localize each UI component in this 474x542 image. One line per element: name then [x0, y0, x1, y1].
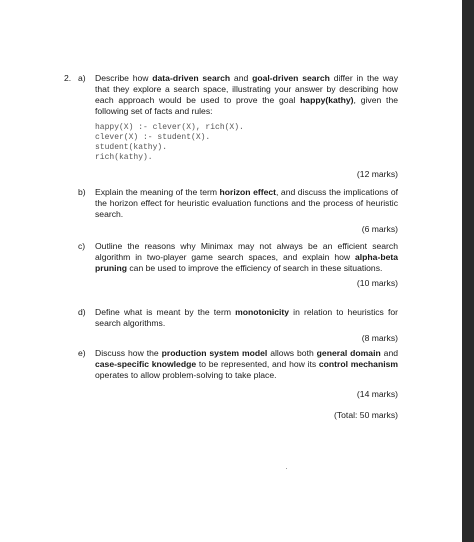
total-marks: (Total: 50 marks) — [334, 410, 398, 420]
prolog-code-block — [95, 123, 398, 163]
part-text: Discuss how the production system model allows both general domain and case-specific knowledge to be represented, and how its control mechanism operates to allow problem-solving to take place. — [95, 348, 399, 380]
part-text: Explain the meaning of the term horizon effect, and discuss the implications of the horizon effect for heuristic evaluation functions and the process of heuristic search. — [95, 187, 399, 219]
term-bold: case-specific knowledge — [95, 359, 197, 369]
question-part-b — [78, 187, 398, 235]
question-part-d — [78, 307, 398, 344]
question-part-e — [78, 348, 398, 400]
term-bold: monotonicity — [235, 307, 290, 317]
term-bold: horizon effect — [219, 187, 277, 197]
term-bold: data-driven search — [152, 73, 231, 83]
term-bold: goal-driven search — [252, 73, 330, 83]
part-text: Outline the reasons why Minimax may not always be an efficient search algorithm in two-player game search spaces, and explain how alpha-beta pruning can be used to improve the efficiency of search in these situations. — [95, 241, 398, 273]
part-text: Define what is meant by the term monotonicity in relation to heuristics for search algorithms. — [95, 307, 399, 328]
code-line: student(kathy). — [95, 143, 168, 152]
part-letter: e) — [78, 348, 86, 358]
code-line: happy(X) :- clever(X), rich(X). — [95, 123, 244, 132]
term-bold: general domain — [316, 348, 381, 358]
part-letter: a) — [78, 73, 86, 83]
term-bold: alpha-beta pruning — [95, 252, 398, 273]
term-bold: happy(kathy) — [300, 95, 354, 105]
term-bold: control mechanism — [318, 359, 399, 369]
code-line: clever(X) :- student(X). — [95, 133, 211, 142]
question-part-c — [78, 241, 398, 289]
part-letter: b) — [78, 187, 86, 197]
term-bold: production system model — [161, 348, 268, 358]
part-text: Describe how data-driven search and goal-driven search differ in the way that they explore a search space, illustrating your answer by describing how each approach would be used to prove the goal happy(kathy), given the following set of facts and rules: — [95, 73, 399, 116]
scan-speck — [286, 468, 287, 469]
page-edge-shadow — [462, 0, 474, 542]
code-line: rich(kathy). — [95, 153, 153, 162]
part-marks: (8 marks) — [361, 333, 398, 343]
part-marks: (10 marks) — [356, 278, 398, 288]
part-letter: d) — [78, 307, 86, 317]
question-part-a — [78, 73, 398, 180]
question-number: 2. — [64, 73, 72, 83]
part-marks: (6 marks) — [361, 224, 398, 234]
part-marks: (14 marks) — [356, 389, 398, 399]
part-marks: (12 marks) — [356, 169, 398, 179]
part-letter: c) — [78, 241, 86, 251]
